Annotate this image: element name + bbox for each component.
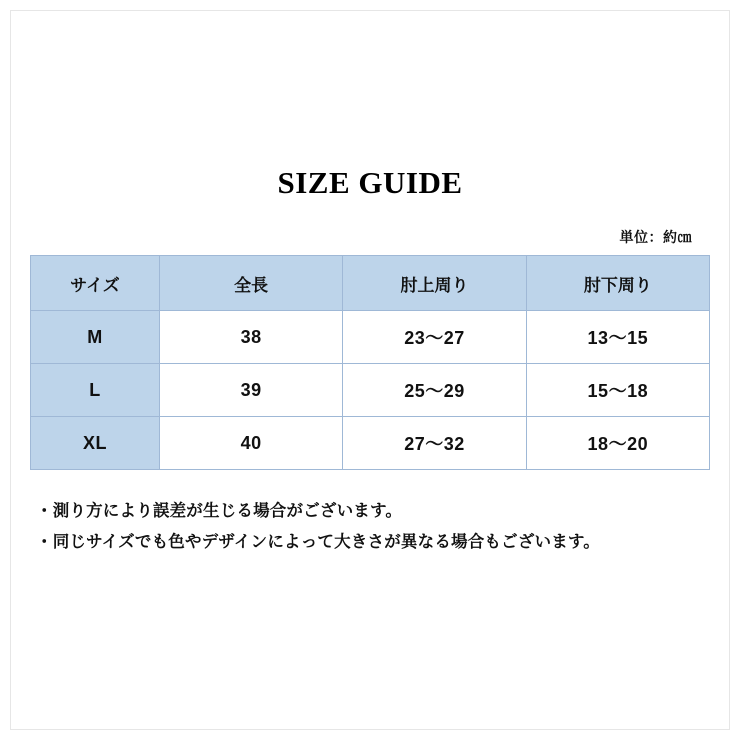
cell-upper-arm: 27〜32 bbox=[343, 417, 526, 470]
column-header-lower-arm: 肘下周り bbox=[526, 256, 709, 311]
table-row bbox=[31, 364, 710, 417]
cell-total-length: 39 bbox=[160, 364, 343, 417]
notes-list bbox=[36, 496, 720, 557]
cell-upper-arm: 23〜27 bbox=[343, 311, 526, 364]
cell-upper-arm: 25〜29 bbox=[343, 364, 526, 417]
cell-lower-arm: 13〜15 bbox=[526, 311, 709, 364]
cell-total-length: 38 bbox=[160, 311, 343, 364]
unit-note: 単位：約㎝ bbox=[619, 229, 692, 245]
cell-size: XL bbox=[31, 417, 160, 470]
cell-size: M bbox=[31, 311, 160, 364]
size-guide-content bbox=[20, 120, 720, 557]
note-item: ・同じサイズでも色やデザインによって大きさが異なる場合もございます。 bbox=[36, 532, 601, 551]
column-header-upper-arm: 肘上周り bbox=[343, 256, 526, 311]
cell-lower-arm: 18〜20 bbox=[526, 417, 709, 470]
table-row bbox=[31, 311, 710, 364]
table-row bbox=[31, 417, 710, 470]
page-title: SIZE GUIDE bbox=[277, 165, 463, 200]
column-header-size: サイズ bbox=[31, 256, 160, 311]
table-header-row bbox=[31, 256, 710, 311]
note-item: ・測り方により誤差が生じる場合がございます。 bbox=[36, 502, 403, 520]
cell-lower-arm: 15〜18 bbox=[526, 364, 709, 417]
column-header-total-length: 全長 bbox=[160, 256, 343, 311]
cell-total-length: 40 bbox=[160, 417, 343, 470]
cell-size: L bbox=[31, 364, 160, 417]
size-table bbox=[30, 255, 710, 470]
